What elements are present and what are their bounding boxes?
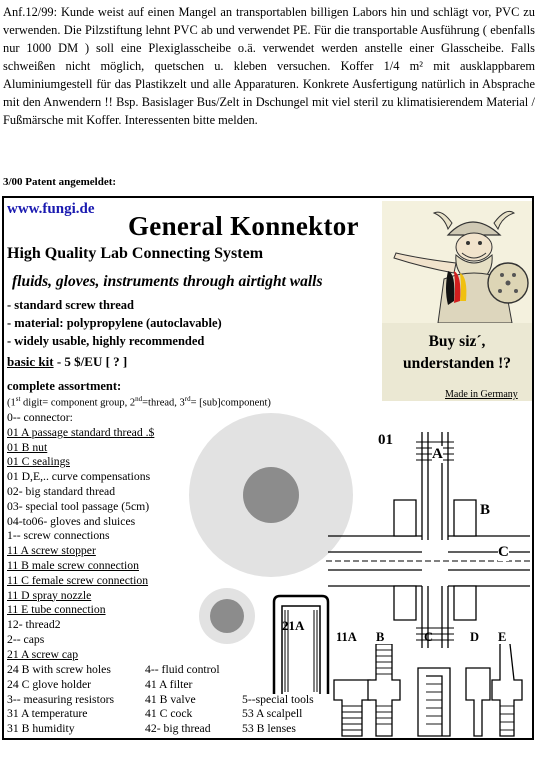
parts-list-item: 12- thread2 xyxy=(7,618,61,632)
list-item: 41 A filter xyxy=(145,677,193,691)
parts-list-item[interactable]: 11 B male screw connection xyxy=(7,558,139,572)
brochure-tagline: fluids, gloves, instruments through airtight walls xyxy=(12,273,323,290)
part-label-d: D xyxy=(470,630,480,644)
brochure-box xyxy=(2,196,534,740)
parts-list-item[interactable]: 11 D spray nozzle xyxy=(7,588,92,602)
list-item: 3-- measuring resistors xyxy=(7,692,115,706)
part-label-b: B xyxy=(376,630,385,644)
connector-disk-small xyxy=(199,588,255,644)
parts-list xyxy=(7,411,154,663)
drawing-label-c: C xyxy=(498,544,509,560)
viking-image xyxy=(382,201,532,323)
basic-kit-price: - 5 $/EU [ ? ] xyxy=(53,354,128,369)
parts-list-item: 1-- screw connections xyxy=(7,529,110,543)
website-link[interactable]: www.fungi.de xyxy=(7,201,95,217)
feature-item: - widely usable, highly recommended xyxy=(7,334,205,348)
list-item: 41 C cock xyxy=(145,707,193,721)
list-item: 53 A scalpell xyxy=(242,707,303,721)
part-label-c: C xyxy=(424,630,434,644)
parts-list-item[interactable]: 01 B nut xyxy=(7,440,48,454)
buy-line-2: understanden !? xyxy=(402,355,512,372)
list-item: 31 A temperature xyxy=(7,707,88,721)
parts-list-item: 01 D,E,.. curve compensations xyxy=(7,470,151,484)
drawing-label-group: 01 xyxy=(378,432,393,448)
assortment-legend: (1st digit= component group, 2nd=thread, 3rd= [sub]component) xyxy=(7,395,271,409)
bottom-col-1 xyxy=(7,663,114,737)
screw-cap-drawing xyxy=(268,594,334,698)
parts-list-item[interactable]: 11 A screw stopper xyxy=(7,544,96,558)
parts-list-item[interactable]: 01 C sealings xyxy=(7,455,70,469)
list-item: 42- big thread xyxy=(145,722,211,736)
intro-paragraph: Anf.12/99: Kunde weist auf einen Mangel an transportablen billigen Labors hin und schlägt vor, PVC zu verwenden. Die Pilzstiftung lehnt PVC ab und verwendet PE. Für die transportable Ausführung ( ebenfalls nur 1000 DM ) soll eine Plexiglasscheibe o.ä. verwendet werden anstelle einer Glasscheibe. Falls schweißen nicht möglich, quetschen u. kleben versuchen. Koffer 1/4 m² mit ausklappbarem Aluminiumgestell für das Plastikzelt und alle Apparaturen. Konkrete Ausfertigung natürlich in Absprache mit den Anwendern !! Bsp. Basislager Bus/Zelt in Dschungel mit viel steril zu klimatisierendem Material / Fußmärsche mit Koffer. Interessenten bitte melden. xyxy=(3,5,535,127)
basic-kit-line xyxy=(7,354,127,370)
brochure-subtitle: High Quality Lab Connecting System xyxy=(7,245,264,262)
basic-kit-label[interactable]: basic kit xyxy=(7,354,54,369)
cap-label: 21A xyxy=(282,618,305,633)
list-item: 41 B valve xyxy=(145,692,196,706)
parts-list-item[interactable]: 01 A passage standard thread .$ xyxy=(7,425,155,439)
assortment-heading: complete assortment: xyxy=(7,379,122,393)
feature-item: - standard screw thread xyxy=(7,298,134,312)
connector-cross-drawing xyxy=(326,430,532,650)
feature-item: - material: polypropylene (autoclavable) xyxy=(7,316,222,330)
list-item: 5--special tools xyxy=(242,692,314,706)
brochure-title: General Konnektor xyxy=(128,211,359,241)
parts-list-item[interactable]: 21 A screw cap xyxy=(7,647,79,661)
bottom-col-3 xyxy=(242,693,314,737)
viking-illustration xyxy=(382,201,532,323)
parts-list-item: 04-to06- gloves and sluices xyxy=(7,514,136,528)
patent-heading: 3/00 Patent angemeldet: xyxy=(3,176,117,188)
parts-list-item[interactable]: 11 E tube connection xyxy=(7,603,106,617)
list-item: 24 B with screw holes xyxy=(7,663,111,676)
buy-line-1: Buy siz´, xyxy=(428,333,486,350)
parts-list-item: 02- big standard thread xyxy=(7,484,116,498)
part-label-11a: 11A xyxy=(336,630,357,644)
bottom-col-2 xyxy=(145,663,220,737)
screw-connections-drawing xyxy=(330,644,534,738)
list-item: 31 B humidity xyxy=(7,722,75,736)
parts-list-item: 03- special tool passage (5cm) xyxy=(7,499,150,513)
parts-list-item[interactable]: 11 C female screw connection xyxy=(7,573,149,587)
made-in-germany-link[interactable]: Made in Germany xyxy=(445,389,518,400)
parts-list-item: 0-- connector: xyxy=(7,411,73,424)
drawing-label-a: A xyxy=(432,446,443,462)
parts-list-item: 2-- caps xyxy=(7,632,45,646)
list-item: 24 C glove holder xyxy=(7,677,92,691)
part-label-e: E xyxy=(498,630,507,644)
list-item: 53 B lenses xyxy=(242,722,296,736)
list-item: 4-- fluid control xyxy=(145,663,220,676)
drawing-label-b: B xyxy=(480,502,491,518)
